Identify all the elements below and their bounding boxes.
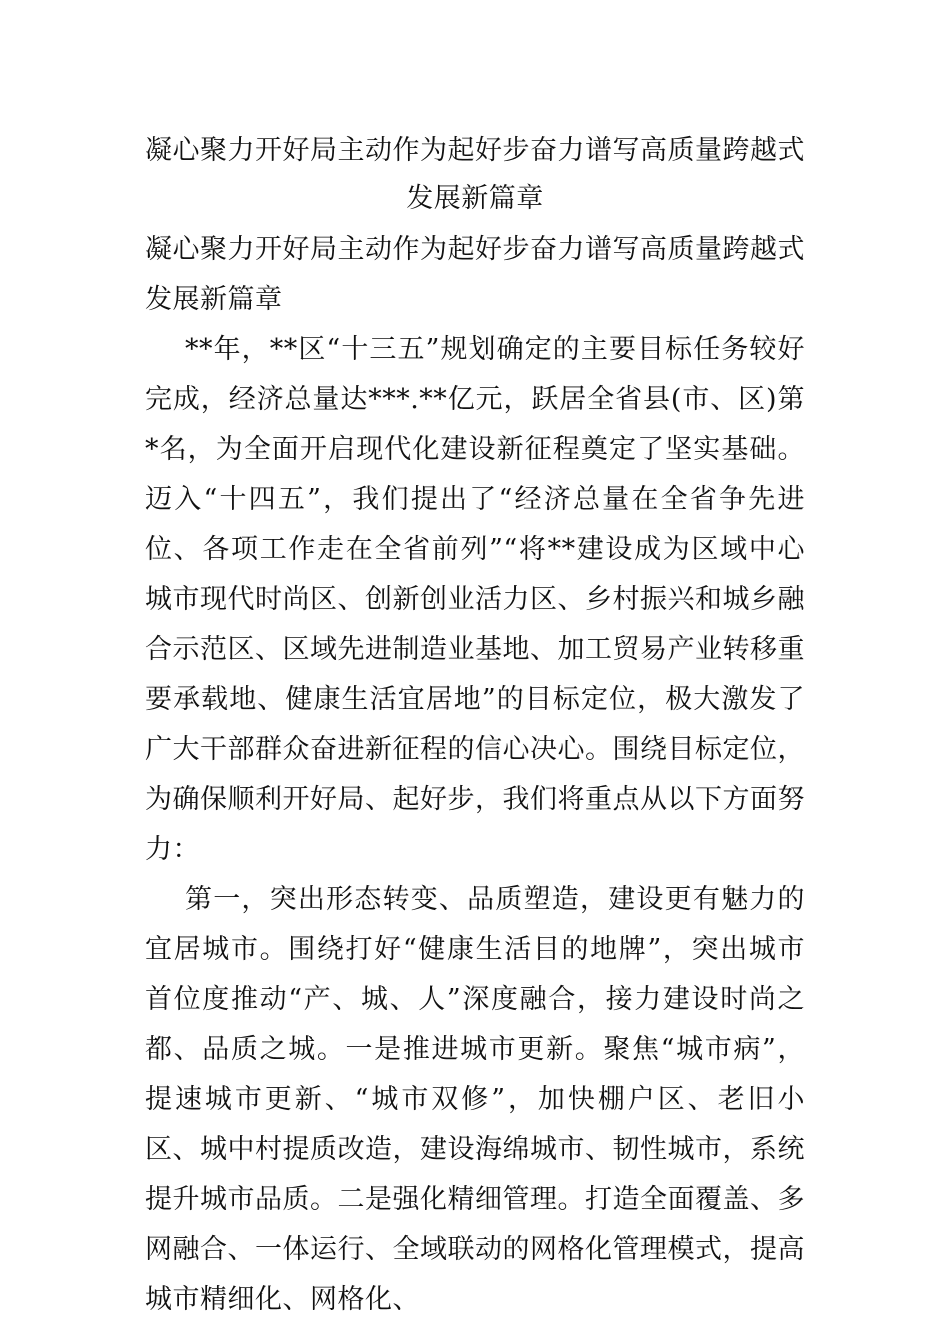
document-body	[145, 225, 805, 1325]
paragraph-2: 第一，突出形态转变、品质塑造，建设更有魅力的宜居城市。围绕打好“健康生活目的地牌”，突出城市首位度推动“产、城、人”深度融合，接力建设时尚之都、品质之城。一是推进城市更新。聚焦“城市病”，提速城市更新、“城市双修”，加快棚户区、老旧小区、城中村提质改造，建设海绵城市、韧性城市，系统提升城市品质。二是强化精细管理。打造全面覆盖、多网融合、一体运行、全域联动的网格化管理模式，提高城市精细化、网格化、	[145, 884, 805, 1315]
paragraph-1: **年，**区“十三五”规划确定的主要目标任务较好完成，经济总量达***.**亿元，跃居全省县(市、区)第*名，为全面开启现代化建设新征程奠定了坚实基础。迈入“十四五”，我们提出了“经济总量在全省争先进位、各项工作走在全省前列”“将**建设成为区域中心城市现代时尚区、创新创业活力区、乡村振兴和城乡融合示范区、区域先进制造业基地、加工贸易产业转移重要承载地、健康生活宜居地”的目标定位，极大激发了广大干部群众奋进新征程的信心决心。围绕目标定位，为确保顺利开好局、起好步，我们将重点从以下方面努力：	[145, 334, 805, 865]
title-repeat: 凝心聚力开好局主动作为起好步奋力谱写高质量跨越式发展新篇章	[145, 234, 805, 315]
document-title: 凝心聚力开好局主动作为起好步奋力谱写高质量跨越式发展新篇章	[145, 135, 805, 214]
